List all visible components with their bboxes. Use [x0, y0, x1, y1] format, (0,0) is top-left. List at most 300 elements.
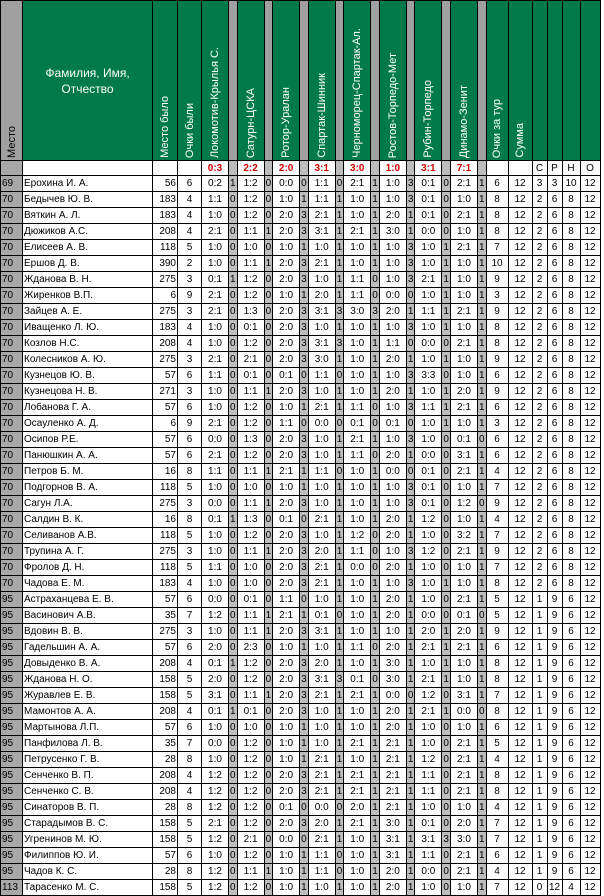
match-points-cell[interactable]: 0: [229, 304, 238, 320]
prediction-cell[interactable]: 1:1: [415, 400, 442, 416]
stat-n-cell[interactable]: 6: [562, 688, 580, 704]
prediction-cell[interactable]: 2:3: [237, 640, 264, 656]
place-cell[interactable]: 70: [1, 288, 23, 304]
total-cell[interactable]: 12: [508, 176, 532, 192]
match-points-cell[interactable]: 1: [335, 640, 344, 656]
total-cell[interactable]: 12: [508, 880, 532, 896]
match-points-cell[interactable]: 0: [229, 256, 238, 272]
match-points-cell[interactable]: 3: [300, 448, 309, 464]
name-cell[interactable]: Петрусенко Г. В.: [23, 752, 153, 768]
tour-points-cell[interactable]: 8: [486, 656, 508, 672]
prev-points-cell[interactable]: 8: [178, 800, 202, 816]
prediction-cell[interactable]: 3:0: [344, 304, 371, 320]
match-points-cell[interactable]: 0: [264, 352, 273, 368]
name-cell[interactable]: Кузнецова Н. В.: [23, 384, 153, 400]
prediction-cell[interactable]: 1:0: [415, 800, 442, 816]
prediction-cell[interactable]: 2:1: [344, 736, 371, 752]
stat-n-cell[interactable]: 6: [562, 816, 580, 832]
match-points-cell[interactable]: 0: [371, 416, 380, 432]
match-points-cell[interactable]: 0: [264, 736, 273, 752]
prediction-cell[interactable]: 1:0: [308, 480, 335, 496]
match-points-cell[interactable]: 1: [371, 720, 380, 736]
stat-n-cell[interactable]: 6: [562, 608, 580, 624]
match-points-cell[interactable]: 3: [442, 832, 451, 848]
stat-c-cell[interactable]: 2: [532, 304, 547, 320]
prev-points-cell[interactable]: 3: [178, 544, 202, 560]
match-points-cell[interactable]: 0: [442, 768, 451, 784]
match-points-cell[interactable]: 0: [264, 416, 273, 432]
match-points-cell[interactable]: 0: [371, 640, 380, 656]
match-points-cell[interactable]: 0: [229, 832, 238, 848]
prediction-cell[interactable]: 1:2: [202, 832, 229, 848]
match-points-cell[interactable]: 1: [300, 880, 309, 896]
stat-c-cell[interactable]: 1: [532, 688, 547, 704]
prev-place-cell[interactable]: 118: [153, 240, 178, 256]
prediction-cell[interactable]: 2:0: [379, 512, 406, 528]
stat-n-cell[interactable]: 8: [562, 384, 580, 400]
name-cell[interactable]: Журавлев Е. В.: [23, 688, 153, 704]
prediction-cell[interactable]: 0:1: [202, 656, 229, 672]
prediction-cell[interactable]: 2:1: [450, 304, 477, 320]
match-points-cell[interactable]: 1: [229, 704, 238, 720]
prediction-cell[interactable]: 2:0: [379, 560, 406, 576]
match-points-cell[interactable]: 1: [335, 528, 344, 544]
match-points-cell[interactable]: 1: [371, 208, 380, 224]
stat-r-cell[interactable]: 6: [547, 320, 562, 336]
stat-o-cell[interactable]: 12: [580, 832, 600, 848]
match-points-cell[interactable]: 1: [371, 576, 380, 592]
stat-o-cell[interactable]: 12: [580, 592, 600, 608]
stat-n-cell[interactable]: 10: [562, 176, 580, 192]
tour-points-cell[interactable]: 7: [486, 560, 508, 576]
match-points-cell[interactable]: 0: [264, 304, 273, 320]
total-cell[interactable]: 12: [508, 320, 532, 336]
tour-points-cell[interactable]: 10: [486, 256, 508, 272]
tour-points-cell[interactable]: 6: [486, 400, 508, 416]
stat-c-cell[interactable]: 2: [532, 384, 547, 400]
match-points-cell[interactable]: 3: [406, 272, 415, 288]
header-prev-points[interactable]: Очки были: [178, 1, 202, 161]
stat-c-cell[interactable]: 1: [532, 592, 547, 608]
prediction-cell[interactable]: 0:1: [379, 416, 406, 432]
prediction-cell[interactable]: 1:2: [202, 800, 229, 816]
prev-place-cell[interactable]: 208: [153, 336, 178, 352]
prediction-cell[interactable]: 2:0: [379, 640, 406, 656]
match-points-cell[interactable]: 1: [371, 336, 380, 352]
prediction-cell[interactable]: 1:2: [237, 192, 264, 208]
name-cell[interactable]: Тарасенко М. С.: [23, 880, 153, 896]
prediction-cell[interactable]: 2:1: [344, 432, 371, 448]
name-cell[interactable]: Бедычев Ю. В.: [23, 192, 153, 208]
tour-points-cell[interactable]: 9: [486, 352, 508, 368]
prediction-cell[interactable]: 2:0: [450, 624, 477, 640]
prediction-cell[interactable]: 2:0: [379, 384, 406, 400]
prev-place-cell[interactable]: 275: [153, 624, 178, 640]
match-points-cell[interactable]: 1: [442, 704, 451, 720]
match-points-cell[interactable]: 1: [406, 592, 415, 608]
prediction-cell[interactable]: 1:0: [415, 592, 442, 608]
match-points-cell[interactable]: 0: [229, 320, 238, 336]
match-points-cell[interactable]: 3: [406, 240, 415, 256]
name-cell[interactable]: Сенченко В. П.: [23, 768, 153, 784]
place-cell[interactable]: 70: [1, 416, 23, 432]
place-cell[interactable]: 95: [1, 800, 23, 816]
prediction-cell[interactable]: 1:2: [415, 544, 442, 560]
prediction-cell[interactable]: 0:1: [273, 512, 300, 528]
stat-o-cell[interactable]: 12: [580, 784, 600, 800]
prediction-cell[interactable]: 0:2: [202, 176, 229, 192]
total-cell[interactable]: 12: [508, 624, 532, 640]
prediction-cell[interactable]: 1:0: [344, 208, 371, 224]
stat-o-cell[interactable]: 12: [580, 448, 600, 464]
match-points-cell[interactable]: 1: [477, 448, 486, 464]
tour-points-cell[interactable]: 8: [486, 192, 508, 208]
match-points-cell[interactable]: 3: [300, 784, 309, 800]
stat-n-cell[interactable]: 8: [562, 336, 580, 352]
match-points-cell[interactable]: 3: [300, 320, 309, 336]
prediction-cell[interactable]: 0:1: [202, 272, 229, 288]
header-match-6[interactable]: Ростов-Торпедо-Мет: [379, 1, 406, 161]
match-points-cell[interactable]: 0: [264, 832, 273, 848]
match-points-cell[interactable]: 1: [477, 592, 486, 608]
match-points-cell[interactable]: 3: [300, 624, 309, 640]
stat-o-cell[interactable]: 12: [580, 352, 600, 368]
stat-c-cell[interactable]: 2: [532, 496, 547, 512]
name-cell[interactable]: Трупина А. Г.: [23, 544, 153, 560]
match-points-cell[interactable]: 0: [229, 368, 238, 384]
match-points-cell[interactable]: 1: [335, 720, 344, 736]
match-points-cell[interactable]: 1: [477, 336, 486, 352]
place-cell[interactable]: 95: [1, 672, 23, 688]
prev-points-cell[interactable]: 4: [178, 704, 202, 720]
prediction-cell[interactable]: 1:1: [344, 640, 371, 656]
match-points-cell[interactable]: 1: [406, 720, 415, 736]
match-points-cell[interactable]: 0: [264, 720, 273, 736]
match-points-cell[interactable]: 1: [300, 240, 309, 256]
match-points-cell[interactable]: 1: [442, 288, 451, 304]
prediction-cell[interactable]: 3:1: [450, 688, 477, 704]
match-points-cell[interactable]: 1: [229, 656, 238, 672]
prediction-cell[interactable]: 0:0: [379, 688, 406, 704]
match-points-cell[interactable]: 1: [371, 592, 380, 608]
tour-points-cell[interactable]: 8: [486, 224, 508, 240]
match-points-cell[interactable]: 3: [300, 496, 309, 512]
place-cell[interactable]: 70: [1, 368, 23, 384]
match-points-cell[interactable]: 1: [406, 640, 415, 656]
prediction-cell[interactable]: 2:1: [379, 768, 406, 784]
match-points-cell[interactable]: 1: [477, 256, 486, 272]
prediction-cell[interactable]: 1:1: [237, 688, 264, 704]
match-points-cell[interactable]: 0: [442, 224, 451, 240]
stat-n-cell[interactable]: 4: [562, 880, 580, 896]
prediction-cell[interactable]: 2:0: [379, 704, 406, 720]
match-points-cell[interactable]: 0: [229, 560, 238, 576]
match-points-cell[interactable]: 1: [477, 720, 486, 736]
stat-label-o[interactable]: О: [580, 161, 600, 176]
prev-points-cell[interactable]: 5: [178, 880, 202, 896]
prediction-cell[interactable]: 1:1: [344, 400, 371, 416]
match-points-cell[interactable]: 0: [406, 688, 415, 704]
prediction-cell[interactable]: 1:2: [415, 752, 442, 768]
prediction-cell[interactable]: 2:0: [450, 816, 477, 832]
name-cell[interactable]: Чадов К. С.: [23, 864, 153, 880]
prev-points-cell[interactable]: 8: [178, 864, 202, 880]
match-points-cell[interactable]: 0: [264, 576, 273, 592]
prediction-cell[interactable]: 2:1: [379, 752, 406, 768]
prediction-cell[interactable]: 1:2: [237, 880, 264, 896]
match-points-cell[interactable]: 0: [229, 416, 238, 432]
prediction-cell[interactable]: 1:0: [344, 624, 371, 640]
prediction-cell[interactable]: 1:2: [450, 496, 477, 512]
prediction-cell[interactable]: 1:0: [237, 480, 264, 496]
match-points-cell[interactable]: 0: [442, 544, 451, 560]
place-cell[interactable]: 95: [1, 832, 23, 848]
prediction-cell[interactable]: 1:0: [344, 864, 371, 880]
prediction-cell[interactable]: 1:2: [344, 528, 371, 544]
match-points-cell[interactable]: 1: [442, 400, 451, 416]
stat-o-cell[interactable]: 12: [580, 496, 600, 512]
prev-points-cell[interactable]: 4: [178, 656, 202, 672]
match-points-cell[interactable]: 0: [229, 848, 238, 864]
prev-place-cell[interactable]: 158: [153, 880, 178, 896]
match-points-cell[interactable]: 1: [442, 416, 451, 432]
prediction-cell[interactable]: 1:0: [308, 528, 335, 544]
match-points-cell[interactable]: 0: [229, 640, 238, 656]
prediction-cell[interactable]: 2:0: [379, 880, 406, 896]
stat-n-cell[interactable]: 6: [562, 800, 580, 816]
prev-place-cell[interactable]: 183: [153, 320, 178, 336]
prediction-cell[interactable]: 2:1: [415, 640, 442, 656]
name-cell[interactable]: Зайцев А. Е.: [23, 304, 153, 320]
prev-place-cell[interactable]: 275: [153, 304, 178, 320]
prediction-cell[interactable]: 2:1: [450, 544, 477, 560]
stat-o-cell[interactable]: 12: [580, 272, 600, 288]
match-points-cell[interactable]: 3: [406, 192, 415, 208]
stat-o-cell[interactable]: 12: [580, 464, 600, 480]
match-points-cell[interactable]: 3: [300, 336, 309, 352]
header-match-1[interactable]: Локомотив-Крылья С.: [202, 1, 229, 161]
stat-c-cell[interactable]: 2: [532, 256, 547, 272]
stat-n-cell[interactable]: 8: [562, 224, 580, 240]
prediction-cell[interactable]: 1:0: [202, 256, 229, 272]
prediction-cell[interactable]: 1:1: [202, 368, 229, 384]
prediction-cell[interactable]: 3:3: [415, 368, 442, 384]
prev-points-cell[interactable]: 6: [178, 176, 202, 192]
match-points-cell[interactable]: 1: [264, 224, 273, 240]
match-points-cell[interactable]: 1: [406, 384, 415, 400]
prediction-cell[interactable]: 1:0: [415, 256, 442, 272]
prev-place-cell[interactable]: 275: [153, 496, 178, 512]
match-points-cell[interactable]: 0: [229, 768, 238, 784]
prediction-cell[interactable]: 1:0: [273, 240, 300, 256]
stat-c-cell[interactable]: 2: [532, 416, 547, 432]
match-points-cell[interactable]: 1: [406, 656, 415, 672]
total-cell[interactable]: 12: [508, 240, 532, 256]
prediction-cell[interactable]: 1:1: [308, 368, 335, 384]
stat-n-cell[interactable]: 8: [562, 400, 580, 416]
prediction-cell[interactable]: 2:0: [273, 560, 300, 576]
match-points-cell[interactable]: 1: [406, 752, 415, 768]
place-cell[interactable]: 95: [1, 608, 23, 624]
match-points-cell[interactable]: 0: [229, 720, 238, 736]
match-points-cell[interactable]: 1: [477, 544, 486, 560]
prediction-cell[interactable]: 1:3: [237, 304, 264, 320]
stat-r-cell[interactable]: 9: [547, 768, 562, 784]
match-points-cell[interactable]: 3: [300, 528, 309, 544]
prediction-cell[interactable]: 2:0: [379, 864, 406, 880]
match-points-cell[interactable]: 0: [264, 768, 273, 784]
stat-r-cell[interactable]: 6: [547, 352, 562, 368]
prev-place-cell[interactable]: 208: [153, 224, 178, 240]
match-points-cell[interactable]: 1: [477, 528, 486, 544]
match-points-cell[interactable]: 0: [442, 800, 451, 816]
match-points-cell[interactable]: 1: [371, 368, 380, 384]
match-points-cell[interactable]: 1: [477, 656, 486, 672]
stat-o-cell[interactable]: 12: [580, 704, 600, 720]
prediction-cell[interactable]: 1:0: [344, 720, 371, 736]
name-cell[interactable]: Синаторов В. П.: [23, 800, 153, 816]
prev-place-cell[interactable]: 158: [153, 688, 178, 704]
match-points-cell[interactable]: 1: [264, 624, 273, 640]
prediction-cell[interactable]: 1:1: [344, 288, 371, 304]
stat-c-cell[interactable]: 1: [532, 720, 547, 736]
match-points-cell[interactable]: 1: [300, 192, 309, 208]
prediction-cell[interactable]: 2:1: [450, 736, 477, 752]
prediction-cell[interactable]: 1:0: [202, 480, 229, 496]
match-points-cell[interactable]: 1: [371, 224, 380, 240]
stat-n-cell[interactable]: 8: [562, 528, 580, 544]
match-points-cell[interactable]: 1: [371, 192, 380, 208]
name-cell[interactable]: Иващенко Л. Ю.: [23, 320, 153, 336]
stat-c-cell[interactable]: 2: [532, 320, 547, 336]
match-points-cell[interactable]: 3: [300, 768, 309, 784]
header-tour-points[interactable]: Очки за тур: [486, 1, 508, 161]
match-points-cell[interactable]: 1: [442, 656, 451, 672]
stat-o-cell[interactable]: 12: [580, 688, 600, 704]
prediction-cell[interactable]: 0:1: [415, 208, 442, 224]
prediction-cell[interactable]: 3:0: [379, 224, 406, 240]
match-points-cell[interactable]: 1: [335, 512, 344, 528]
prediction-cell[interactable]: 1:0: [415, 416, 442, 432]
place-cell[interactable]: 70: [1, 544, 23, 560]
stat-n-cell[interactable]: 8: [562, 448, 580, 464]
match-points-cell[interactable]: 1: [406, 736, 415, 752]
prediction-cell[interactable]: 1:1: [308, 464, 335, 480]
stat-o-cell[interactable]: 12: [580, 304, 600, 320]
prediction-cell[interactable]: 2:1: [308, 400, 335, 416]
stat-c-cell[interactable]: 2: [532, 576, 547, 592]
prediction-cell[interactable]: 1:0: [308, 736, 335, 752]
prediction-cell[interactable]: 1:0: [344, 592, 371, 608]
total-cell[interactable]: 12: [508, 368, 532, 384]
prediction-cell[interactable]: 1:0: [237, 560, 264, 576]
match-points-cell[interactable]: 3: [406, 576, 415, 592]
match-points-cell[interactable]: 0: [335, 848, 344, 864]
prediction-cell[interactable]: 2:1: [308, 752, 335, 768]
stat-c-cell[interactable]: 1: [532, 848, 547, 864]
prediction-cell[interactable]: 1:0: [273, 640, 300, 656]
prev-points-cell[interactable]: 8: [178, 512, 202, 528]
prediction-cell[interactable]: 2:0: [202, 640, 229, 656]
prediction-cell[interactable]: 1:0: [379, 544, 406, 560]
match-points-cell[interactable]: 0: [371, 288, 380, 304]
total-cell[interactable]: 12: [508, 208, 532, 224]
match-points-cell[interactable]: 1: [477, 672, 486, 688]
prediction-cell[interactable]: 2:0: [273, 336, 300, 352]
prediction-cell[interactable]: 1:0: [379, 480, 406, 496]
match-points-cell[interactable]: 1: [477, 240, 486, 256]
match-points-cell[interactable]: 0: [406, 336, 415, 352]
stat-o-cell[interactable]: 12: [580, 176, 600, 192]
stat-c-cell[interactable]: 2: [532, 480, 547, 496]
result-score[interactable]: 3:0: [344, 161, 371, 176]
match-points-cell[interactable]: 0: [229, 688, 238, 704]
stat-r-cell[interactable]: 6: [547, 464, 562, 480]
prediction-cell[interactable]: 2:1: [308, 256, 335, 272]
total-cell[interactable]: 12: [508, 432, 532, 448]
stat-r-cell[interactable]: 6: [547, 192, 562, 208]
stat-r-cell[interactable]: 6: [547, 288, 562, 304]
match-points-cell[interactable]: 3: [335, 336, 344, 352]
match-points-cell[interactable]: 0: [335, 864, 344, 880]
prediction-cell[interactable]: 1:2: [237, 208, 264, 224]
stat-o-cell[interactable]: 12: [580, 512, 600, 528]
prediction-cell[interactable]: 2:1: [450, 752, 477, 768]
stat-c-cell[interactable]: 1: [532, 816, 547, 832]
match-points-cell[interactable]: 0: [229, 496, 238, 512]
match-points-cell[interactable]: 1: [371, 880, 380, 896]
prediction-cell[interactable]: 1:1: [308, 848, 335, 864]
prediction-cell[interactable]: 1:0: [273, 736, 300, 752]
prediction-cell[interactable]: 1:1: [237, 496, 264, 512]
prev-points-cell[interactable]: 4: [178, 208, 202, 224]
stat-c-cell[interactable]: 1: [532, 752, 547, 768]
prediction-cell[interactable]: 1:0: [344, 496, 371, 512]
stat-o-cell[interactable]: 12: [580, 224, 600, 240]
total-cell[interactable]: 12: [508, 416, 532, 432]
prediction-cell[interactable]: 1:1: [202, 464, 229, 480]
match-points-cell[interactable]: 0: [229, 384, 238, 400]
prediction-cell[interactable]: 0:0: [202, 432, 229, 448]
match-points-cell[interactable]: 0: [264, 752, 273, 768]
prediction-cell[interactable]: 2:1: [450, 464, 477, 480]
prediction-cell[interactable]: 2:0: [273, 576, 300, 592]
prediction-cell[interactable]: 0:1: [344, 416, 371, 432]
stat-r-cell[interactable]: 9: [547, 800, 562, 816]
stat-o-cell[interactable]: 12: [580, 848, 600, 864]
prev-place-cell[interactable]: 271: [153, 384, 178, 400]
stat-r-cell[interactable]: 9: [547, 736, 562, 752]
stat-r-cell[interactable]: 6: [547, 496, 562, 512]
prediction-cell[interactable]: 1:0: [202, 848, 229, 864]
match-points-cell[interactable]: 1: [371, 480, 380, 496]
match-points-cell[interactable]: 0: [229, 480, 238, 496]
match-points-cell[interactable]: 1: [477, 560, 486, 576]
stat-r-cell[interactable]: 9: [547, 832, 562, 848]
match-points-cell[interactable]: 3: [300, 672, 309, 688]
match-points-cell[interactable]: 0: [229, 816, 238, 832]
prediction-cell[interactable]: 2:0: [308, 288, 335, 304]
match-points-cell[interactable]: 0: [335, 176, 344, 192]
prediction-cell[interactable]: 1:1: [237, 464, 264, 480]
stat-r-cell[interactable]: 6: [547, 224, 562, 240]
prediction-cell[interactable]: 3:0: [450, 832, 477, 848]
prediction-cell[interactable]: 1:0: [237, 576, 264, 592]
stat-c-cell[interactable]: 2: [532, 432, 547, 448]
prediction-cell[interactable]: 2:1: [308, 784, 335, 800]
match-points-cell[interactable]: 3: [406, 480, 415, 496]
name-cell[interactable]: Жиренков В.П.: [23, 288, 153, 304]
